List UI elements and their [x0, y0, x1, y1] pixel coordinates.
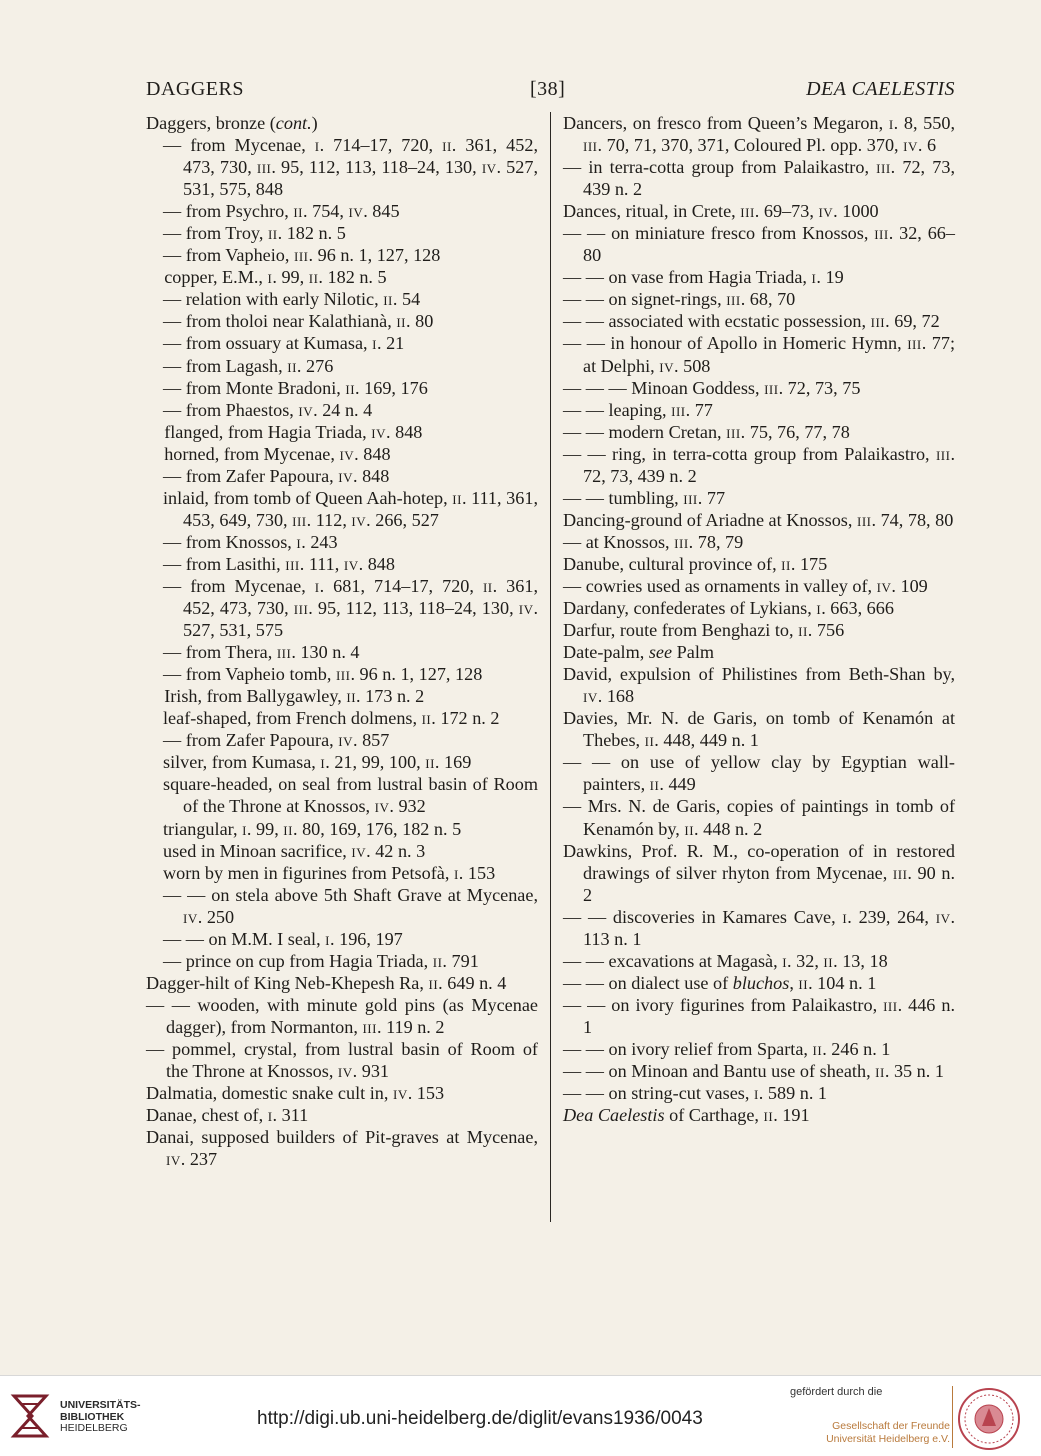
index-entry: — — excavations at Magasà, i. 32, ii. 13, 18	[563, 950, 888, 971]
running-head-right: DEA CAELESTIS	[806, 78, 955, 100]
index-entry: — — leaping, iii. 77	[563, 399, 713, 420]
index-entry: Irish, from Ballygawley, ii. 173 n. 2	[146, 686, 425, 707]
index-entry: — from Mycenae, i. 681, 714–17, 720, ii. 361, 452, 473, 730, iii. 95, 112, 113, 118–24, 130, iv. 527, 531, 575	[163, 575, 539, 641]
index-entry: Date-palm, see Palm	[563, 642, 715, 663]
library-name-line2: BIBLIOTHEK	[60, 1410, 125, 1423]
index-entry: square-headed, on seal from lustral basin of Room of the Throne at Knossos, iv. 932	[163, 774, 538, 817]
index-entry: David, expulsion of Philistines from Beth-Shan by, iv. 168	[563, 664, 955, 707]
index-entry: Darfur, route from Benghazi to, ii. 756	[563, 620, 845, 641]
index-entry: — from Knossos, i. 243	[163, 531, 338, 552]
index-entry: — — modern Cretan, iii. 75, 76, 77, 78	[563, 421, 850, 442]
column-divider	[550, 112, 551, 1222]
sponsor-name-line1: Gesellschaft der Freunde	[832, 1420, 950, 1432]
index-entry: copper, E.M., i. 99, ii. 182 n. 5	[146, 267, 387, 288]
funded-by-label: gefördert durch die	[790, 1386, 883, 1398]
index-entry: — — on vase from Hagia Triada, i. 19	[563, 267, 844, 288]
index-entry: — — wooden, with minute gold pins (as Mycenae dagger), from Normanton, iii. 119 n. 2	[146, 994, 538, 1037]
index-entry: — from ossuary at Kumasa, i. 21	[163, 333, 405, 354]
index-entry: — — on Minoan and Bantu use of sheath, ii. 35 n. 1	[563, 1061, 944, 1082]
index-entry: — at Knossos, iii. 78, 79	[563, 531, 744, 552]
index-entry: Daggers, bronze (cont.)	[146, 113, 318, 133]
index-entry: — — tumbling, iii. 77	[563, 487, 726, 508]
index-entry: silver, from Kumasa, i. 21, 99, 100, ii. 169	[163, 752, 472, 773]
index-entry: — from Lasithi, iii. 111, iv. 848	[163, 553, 395, 574]
university-seal-icon	[956, 1386, 1022, 1452]
digitization-footer	[0, 1375, 1041, 1456]
index-entry: — — associated with ecstatic possession, iii. 69, 72	[563, 311, 940, 332]
index-entry: worn by men in figurines from Petsofà, i. 153	[163, 862, 496, 883]
index-entry: — from Lagash, ii. 276	[163, 355, 334, 376]
index-entry: Dawkins, Prof. R. M., co-operation of in restored drawings of silver rhyton from Mycenae, iii. 90 n. 2	[563, 840, 955, 905]
index-entry: Dancing-ground of Ariadne at Knossos, iii. 74, 78, 80	[563, 509, 954, 530]
index-column-right	[563, 112, 955, 1126]
index-column-left	[146, 112, 538, 1170]
index-entry: — Mrs. N. de Garis, copies of paintings in tomb of Kenamón by, ii. 448 n. 2	[563, 796, 955, 839]
index-entry: Dalmatia, domestic snake cult in, iv. 153	[146, 1083, 445, 1104]
index-entry: horned, from Mycenae, iv. 848	[146, 443, 391, 464]
index-entry: — from Thera, iii. 130 n. 4	[163, 642, 360, 663]
index-entry: — pommel, crystal, from lustral basin of Room of the Throne at Knossos, iv. 931	[146, 1038, 538, 1082]
index-entry: — — on dialect use of bluchos, ii. 104 n. 1	[563, 972, 877, 993]
index-entry: — from Troy, ii. 182 n. 5	[163, 223, 346, 244]
sponsor-name	[800, 1420, 950, 1446]
index-entry: inlaid, from tomb of Queen Aah-hotep, ii. 111, 361, 453, 649, 730, iii. 112, iv. 266, 527	[163, 487, 538, 530]
index-entry: triangular, i. 99, ii. 80, 169, 176, 182 n. 5	[163, 818, 462, 839]
index-entry: — — on signet-rings, iii. 68, 70	[563, 289, 796, 310]
permalink-url[interactable]: http://digi.ub.uni-heidelberg.de/diglit/evans1936/0043	[257, 1408, 703, 1429]
index-entry: — from Vapheio, iii. 96 n. 1, 127, 128	[163, 245, 441, 266]
page-number: [38]	[530, 78, 566, 100]
running-head-left: DAGGERS	[146, 78, 244, 100]
index-entry: — from Mycenae, i. 714–17, 720, ii. 361, 452, 473, 730, iii. 95, 112, 113, 118–24, 130, iv. 527, 531, 575, 848	[163, 135, 539, 200]
sponsor-divider	[952, 1386, 953, 1448]
index-entry: — from Vapheio tomb, iii. 96 n. 1, 127, 128	[163, 664, 483, 685]
index-entry: Dances, ritual, in Crete, iii. 69–73, iv. 1000	[563, 201, 879, 222]
index-entry: — from Phaestos, iv. 24 n. 4	[163, 399, 373, 420]
sponsor-name-line2: Universität Heidelberg e.V.	[826, 1433, 950, 1445]
library-name-line1: UNIVERSITÄTS-	[60, 1399, 141, 1411]
index-entry: Dagger-hilt of King Neb-Khepesh Ra, ii. 649 n. 4	[146, 972, 507, 993]
index-entry: used in Minoan sacrifice, iv. 42 n. 3	[163, 840, 426, 861]
university-library-logo-icon	[8, 1386, 52, 1446]
index-entry: — — ring, in terra-cotta group from Palaikastro, iii. 72, 73, 439 n. 2	[563, 443, 955, 486]
index-entry: — — in honour of Apollo in Homeric Hymn, iii. 77; at Delphi, iv. 508	[563, 333, 955, 376]
index-entry: — — on ivory relief from Sparta, ii. 246 n. 1	[563, 1038, 891, 1059]
index-entry: flanged, from Hagia Triada, iv. 848	[146, 421, 423, 442]
index-entry: Danube, cultural province of, ii. 175	[563, 553, 828, 574]
index-entry: Dardany, confederates of Lykians, i. 663, 666	[563, 598, 894, 619]
index-entry: Davies, Mr. N. de Garis, on tomb of Kenamón at Thebes, ii. 448, 449 n. 1	[563, 708, 955, 751]
index-entry: — — discoveries in Kamares Cave, i. 239, 264, iv. 113 n. 1	[563, 906, 956, 949]
index-entry: — relation with early Nilotic, ii. 54	[163, 289, 421, 310]
library-name	[60, 1400, 141, 1435]
index-entry: — — on use of yellow clay by Egyptian wall-painters, ii. 449	[563, 752, 955, 795]
index-entry: — prince on cup from Hagia Triada, ii. 791	[163, 950, 479, 971]
index-entry: — in terra-cotta group from Palaikastro, iii. 72, 73, 439 n. 2	[563, 157, 955, 200]
index-entry: — from Zafer Papoura, iv. 848	[163, 465, 390, 486]
index-entry: — — — Minoan Goddess, iii. 72, 73, 75	[563, 377, 861, 398]
index-entry: Dancers, on fresco from Queen’s Megaron, i. 8, 550, iii. 70, 71, 370, 371, Coloured Pl. opp. 370, iv. 6	[563, 113, 955, 156]
index-entry: — from Monte Bradoni, ii. 169, 176	[163, 377, 428, 398]
index-entry: — — on stela above 5th Shaft Grave at Mycenae, iv. 250	[163, 884, 538, 927]
index-entry: leaf-shaped, from French dolmens, ii. 172 n. 2	[163, 708, 500, 729]
index-entry: Danai, supposed builders of Pit-graves at Mycenae, iv. 237	[146, 1127, 538, 1170]
index-entry: — from Psychro, ii. 754, iv. 845	[163, 201, 400, 222]
index-entry: Dea Caelestis of Carthage, ii. 191	[563, 1105, 810, 1126]
index-entry: — from tholoi near Kalathianà, ii. 80	[163, 311, 434, 332]
index-entry: — from Zafer Papoura, iv. 857	[163, 730, 390, 751]
index-entry: — — on ivory figurines from Palaikastro, iii. 446 n. 1	[563, 994, 955, 1037]
index-entry: — — on string-cut vases, i. 589 n. 1	[563, 1083, 827, 1104]
index-entry: — — on M.M. I seal, i. 196, 197	[163, 928, 403, 949]
index-entry: Danae, chest of, i. 311	[146, 1105, 309, 1126]
index-entry: — — on miniature fresco from Knossos, iii. 32, 66–80	[563, 223, 955, 266]
index-entry: — cowries used as ornaments in valley of, iv. 109	[563, 575, 928, 596]
library-name-line3: HEIDELBERG	[60, 1422, 128, 1434]
